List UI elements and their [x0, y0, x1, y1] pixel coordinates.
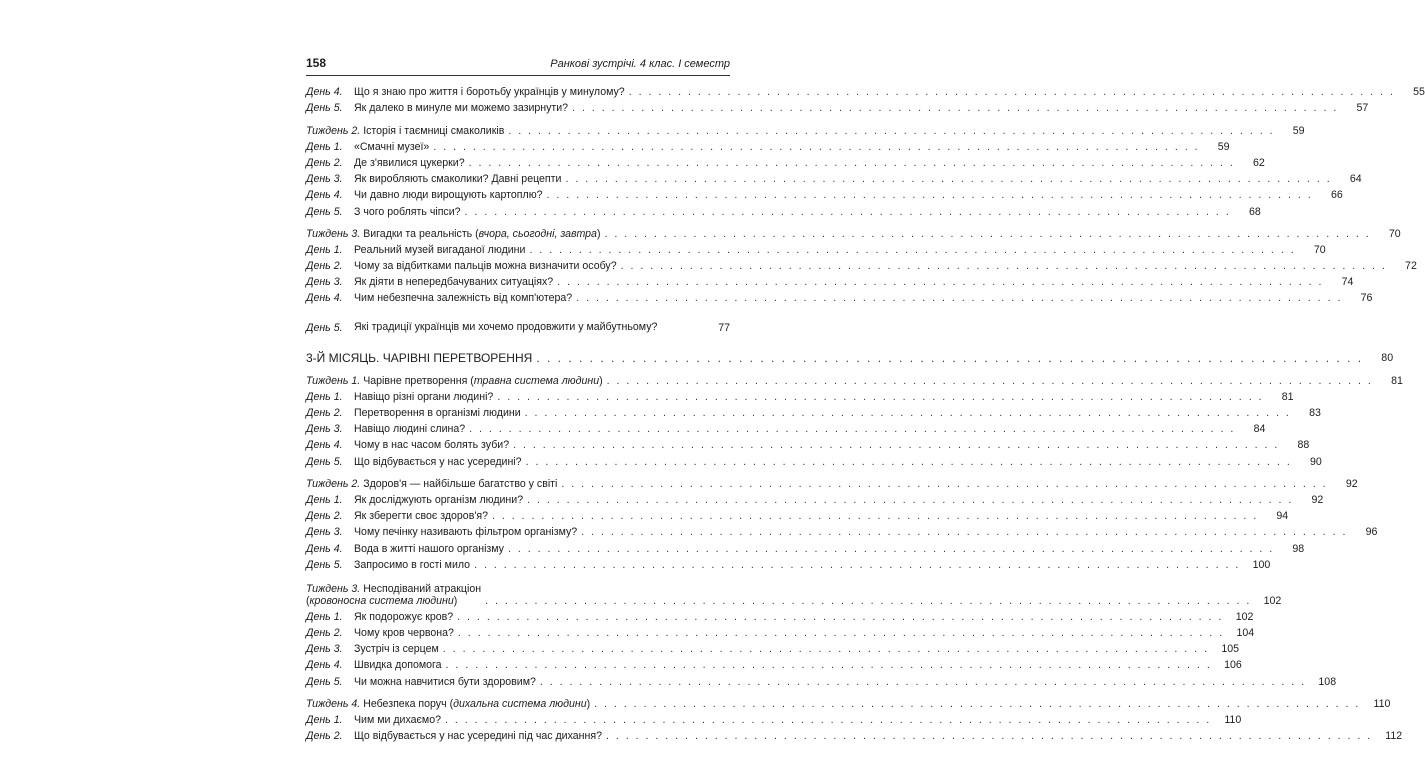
toc-day-label: День 4. [306, 659, 343, 672]
toc-week-subtitle: кровоносна система людини [309, 594, 454, 607]
toc-day-title: Як діяти в непередбачуваних ситуаціях? [354, 276, 554, 289]
toc-page-number: 57 [1356, 102, 1369, 115]
toc-day-title: Як далеко в минуле ми можемо зазирнути? [354, 102, 569, 115]
toc-page-number: 72 [1405, 260, 1417, 273]
toc-week-title: Вигадки та реальність [363, 227, 473, 240]
toc-week-label: Тиждень 2. [306, 124, 361, 137]
toc-page-number: 81 [1281, 390, 1294, 403]
toc-page-number: 81 [1391, 374, 1403, 387]
toc-page-number: 108 [1318, 675, 1337, 688]
toc-day-label: День 2. [306, 156, 343, 169]
toc-day-title: Навіщо людині слина? [354, 423, 466, 436]
toc-page-number: 76 [1360, 292, 1373, 305]
toc-day-title: Запросимо в гості мило [354, 558, 471, 571]
toc-day-title: Що відбувається у нас усередині? [354, 455, 522, 468]
toc-week-heading: Тиждень 3. Вигадки та реальність (вчора, сьогодні, завтра) [306, 227, 601, 240]
toc-month-row[interactable] [306, 342, 1394, 366]
dot-leader [561, 478, 1327, 490]
toc-day-title: Перетворення в організмі людини [354, 407, 521, 419]
toc-day-row[interactable] [306, 256, 1417, 273]
toc-day-label: День 5. [306, 675, 343, 688]
toc-day-label: День 4. [306, 292, 343, 305]
toc-day-label: День 5. [306, 455, 343, 468]
dot-leader [445, 714, 1211, 726]
dot-leader [594, 698, 1360, 710]
toc-day-label: День 5. [306, 102, 343, 115]
toc-week-heading [306, 478, 557, 490]
toc-page [306, 56, 1425, 743]
dot-leader [513, 439, 1279, 451]
toc-day-row[interactable] [306, 671, 1337, 688]
page-header [306, 56, 730, 76]
toc-week-label: Тиждень 2. [306, 477, 361, 490]
toc-day-title: Реальний музей вигаданої людини [354, 243, 526, 256]
toc-day-row[interactable] [306, 169, 1362, 186]
toc-page-number: 70 [1313, 243, 1326, 256]
dot-leader [458, 627, 1224, 639]
toc-week-label: Тиждень 4. [306, 697, 361, 710]
toc-day-row[interactable] [306, 451, 1322, 468]
toc-day-row[interactable] [306, 555, 1271, 571]
toc-day-title: Як зберегти своє здоров'я? [354, 510, 488, 523]
toc-page-number: 90 [1309, 455, 1322, 468]
toc-page-number: 59 [1292, 124, 1305, 137]
dot-leader [492, 510, 1258, 522]
toc-day-row[interactable] [306, 522, 1378, 539]
toc-day-row[interactable] [306, 490, 1324, 506]
toc-week-title: Небезпека поруч [363, 697, 447, 710]
toc-day-title: Чи можна навчитися бути здоровим? [354, 675, 536, 688]
toc-day-title: Як подорожує кров? [354, 610, 454, 623]
toc-day-label: День 1. [306, 390, 343, 403]
toc-day-label: День 3. [306, 526, 343, 539]
toc-day-title: Чому в нас часом болять зуби? [354, 439, 510, 452]
dot-leader [469, 157, 1235, 169]
dot-leader [508, 125, 1274, 137]
toc-day-label: День 1. [306, 243, 343, 256]
toc-page-number: 112 [1385, 730, 1403, 743]
toc-week-title: Здоров'я — найбільше багатство у світі [363, 477, 558, 490]
toc-day-label: День 5. [306, 322, 343, 335]
page-number: 158 [306, 56, 327, 70]
toc-week-row[interactable] [306, 120, 1305, 137]
dot-leader [446, 659, 1212, 671]
dot-leader [497, 391, 1263, 403]
toc-week-row[interactable] [306, 694, 1391, 710]
toc-page-number: 80 [1381, 352, 1394, 365]
toc-day-label: День 4. [306, 439, 343, 452]
toc-day-title: Швидка допомога [354, 659, 442, 672]
toc-week-heading [306, 125, 504, 137]
toc-day-label: День 2. [306, 510, 343, 523]
toc-day-label: День 1. [306, 610, 343, 623]
toc-day-label: День 4. [306, 86, 343, 99]
dot-leader [581, 526, 1347, 538]
toc-page-number: 88 [1297, 439, 1310, 452]
toc-page-number: 104 [1236, 627, 1255, 640]
toc-day-title: «Смачні музеї» [354, 140, 430, 153]
toc-page-number: 92 [1311, 493, 1324, 506]
toc-day-row[interactable] [306, 387, 1294, 403]
dot-leader [621, 260, 1387, 272]
toc-day-row[interactable] [306, 639, 1240, 656]
toc-day-title: Чим ми дихаємо? [354, 714, 441, 726]
toc-day-title: Що відбувається у нас усередині під час дихання? [354, 730, 602, 743]
toc-day-label: День 5. [306, 558, 343, 571]
section-gap [306, 334, 730, 340]
toc-page-number: 66 [1330, 189, 1343, 202]
dot-leader [604, 228, 1370, 240]
toc-day-title: Як виробляють смаколики? Давні рецепти [354, 173, 562, 186]
toc-day-label: День 2. [306, 627, 343, 640]
toc-page-number: 102 [1263, 594, 1282, 607]
toc-page-number: 83 [1309, 407, 1321, 419]
toc-week-row[interactable] [306, 224, 1401, 240]
toc-week-row[interactable] [306, 370, 1403, 387]
toc-day-row[interactable] [306, 623, 1255, 640]
toc-day-row[interactable] [306, 506, 1289, 523]
dot-leader [607, 375, 1373, 387]
toc-page-number: 110 [1373, 697, 1391, 710]
toc-day-row[interactable] [306, 419, 1266, 436]
toc-day-row[interactable] [306, 288, 1373, 305]
dot-leader [540, 676, 1306, 688]
toc-day-title: Чим небезпечна залежність від комп'ютера? [354, 292, 573, 305]
toc-day-row[interactable] [306, 201, 1261, 218]
dot-leader [457, 611, 1223, 623]
toc-day-title: Вода в житті нашого організму [354, 542, 504, 555]
toc-week-title: Чарівне претворення [363, 374, 468, 387]
toc-day-label: День 3. [306, 276, 343, 289]
toc-week-heading: Тиждень 4. Небезпека поруч (дихальна система людини) [306, 697, 591, 710]
toc-week-title: Несподіваний атракціон [363, 582, 482, 595]
toc-day-row[interactable] [306, 240, 1326, 256]
toc-day-label: День 4. [306, 189, 343, 202]
toc-day-row[interactable] [306, 137, 1230, 153]
toc-day-row[interactable] [306, 304, 730, 334]
dot-leader [536, 352, 1363, 364]
toc-page-number: 74 [1341, 276, 1354, 289]
toc-day-label: День 2. [306, 407, 343, 419]
toc-page-number: 68 [1248, 205, 1261, 218]
toc-day-row[interactable] [306, 538, 1305, 555]
toc-day-row[interactable] [306, 153, 1265, 169]
dot-leader [527, 494, 1293, 506]
toc-day-label: День 1. [306, 714, 343, 726]
running-title: Ранкові зустрічі. 4 клас. І семестр [550, 58, 730, 70]
toc-day-row[interactable] [306, 272, 1354, 289]
toc-day-label: День 1. [306, 493, 343, 506]
toc-day-title: Які традиції українців ми хочемо продовжити у майбутньому? [354, 321, 658, 334]
toc-week-label: Тиждень 1. [306, 374, 361, 387]
dot-leader [565, 173, 1331, 185]
toc-day-label: День 2. [306, 730, 343, 743]
toc-day-row[interactable] [306, 185, 1343, 202]
dot-leader [469, 423, 1235, 435]
dot-leader [525, 407, 1291, 419]
toc-day-title: Як досліджують організм людини? [354, 493, 524, 506]
dot-leader [576, 292, 1342, 304]
dot-leader [547, 189, 1313, 201]
toc-day-title: Навіщо різні органи людині? [354, 390, 494, 403]
toc-week-subtitle: дихальна система людини [453, 697, 587, 710]
toc-day-title: Що я знаю про життя і боротьбу українців у минулому? [354, 86, 625, 99]
toc-page-number: 110 [1224, 714, 1242, 726]
toc-week-subtitle: травна система людини [473, 374, 600, 387]
toc-day-row[interactable] [306, 710, 1242, 726]
toc-page-number: 84 [1253, 423, 1266, 436]
toc-day-title: Чому кров червона? [354, 627, 454, 640]
toc-page-number: 55 [1413, 86, 1425, 99]
toc-day-label: День 2. [306, 260, 343, 273]
toc-day-label: День 5. [306, 205, 343, 218]
dot-leader [572, 102, 1338, 114]
toc-day-label: День 1. [306, 140, 343, 153]
toc-page-number: 77 [718, 322, 730, 335]
dot-leader [529, 244, 1295, 256]
toc-week-row[interactable] [306, 474, 1358, 490]
toc-day-title: З чого роблять чіпси? [354, 205, 461, 218]
toc-page-number: 59 [1217, 140, 1230, 153]
toc-page-number: 106 [1224, 659, 1242, 672]
toc-page-number: 92 [1345, 477, 1358, 490]
toc-day-title: Де з'явилися цукерки? [354, 156, 465, 169]
toc-page-number: 64 [1349, 173, 1362, 186]
toc-page-number: 102 [1235, 610, 1254, 623]
toc-page-number: 98 [1292, 542, 1305, 555]
toc-day-label: День 3. [306, 173, 343, 186]
dot-leader [485, 595, 1251, 607]
toc-day-label: День 3. [306, 423, 343, 436]
toc-page-number: 96 [1365, 526, 1378, 539]
dot-leader [557, 276, 1323, 288]
toc-week-subtitle: вчора, сьогодні, завтра [478, 227, 597, 240]
toc-day-label: День 4. [306, 542, 343, 555]
toc-page-number: 105 [1221, 643, 1240, 656]
dot-leader [443, 643, 1209, 655]
toc-day-title: Зустріч із серцем [354, 643, 439, 656]
toc-day-row[interactable] [306, 435, 1310, 452]
dot-leader [606, 730, 1372, 742]
dot-leader [474, 559, 1240, 571]
toc-day-title: Чому печінку називають фільтром організму? [354, 526, 578, 539]
toc-week-row[interactable] [306, 577, 1282, 607]
toc-week-heading: Тиждень 1. Чарівне претворення (травна система людини) [306, 374, 603, 387]
toc-day-title: Чи давно люди вирощують картоплю? [354, 189, 543, 202]
toc-day-row[interactable] [306, 98, 1369, 115]
toc-day-row[interactable] [306, 403, 1321, 419]
toc-day-title: Чому за відбитками пальців можна визначити особу? [354, 260, 617, 273]
toc-page-number: 100 [1252, 558, 1271, 571]
toc-day-row[interactable] [306, 82, 1425, 99]
toc-week-label: Тиждень 3. [306, 227, 361, 240]
toc-page-number: 94 [1276, 510, 1289, 523]
toc-week-label: Тиждень 3. [306, 582, 361, 595]
dot-leader [433, 141, 1199, 153]
dot-leader [629, 86, 1395, 98]
dot-leader [526, 456, 1292, 468]
toc-day-row[interactable] [306, 607, 1254, 623]
toc-week-title: Історія і таємниці смаколиків [363, 124, 505, 137]
toc-month-title: 3-Й МІСЯЦЬ. ЧАРІВНІ ПЕРЕТВОРЕННЯ [306, 351, 533, 366]
dot-leader [508, 543, 1274, 555]
toc-day-row[interactable] [306, 726, 1403, 743]
toc-day-label: День 3. [306, 643, 343, 656]
toc-week-heading: Тиждень 3. Несподіваний атракціон (кровоносна система людини) [306, 582, 482, 607]
table-of-contents [306, 82, 1425, 743]
dot-leader [465, 206, 1231, 218]
toc-page-number: 62 [1253, 156, 1265, 169]
toc-day-row[interactable] [306, 655, 1242, 672]
toc-page-number: 70 [1388, 227, 1401, 240]
